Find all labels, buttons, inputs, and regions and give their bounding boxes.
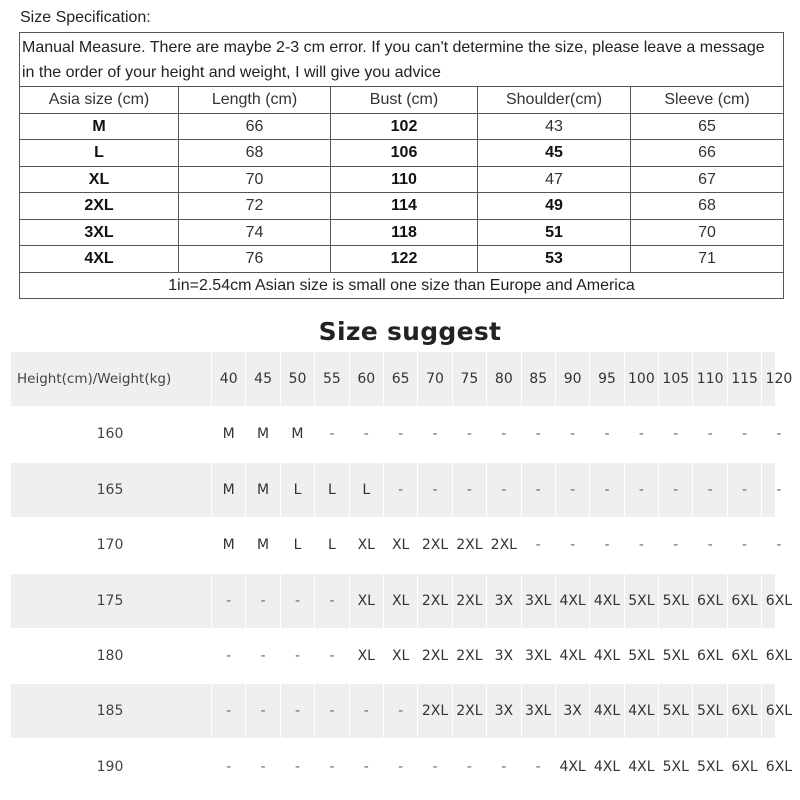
spec-cell: 114 xyxy=(331,193,478,220)
size-cell: - xyxy=(383,740,417,794)
weight-header-cell: 45 xyxy=(245,352,279,406)
size-cell: - xyxy=(280,574,314,628)
spec-cell: 102 xyxy=(331,113,478,140)
suggest-row xyxy=(11,463,782,517)
size-cell: XL xyxy=(349,574,383,628)
size-cell: XL xyxy=(383,574,417,628)
size-cell: XL xyxy=(349,629,383,683)
size-cell: - xyxy=(245,574,279,628)
size-cell: - xyxy=(589,463,623,517)
size-cell: 2XL xyxy=(417,684,451,738)
spec-cell: 3XL xyxy=(20,219,179,246)
suggest-row-cells xyxy=(211,463,796,517)
size-cell: 2XL xyxy=(486,518,520,572)
weight-header-cell: 115 xyxy=(727,352,761,406)
spec-cell: 68 xyxy=(179,140,331,167)
size-cell: - xyxy=(280,740,314,794)
size-cell: 5XL xyxy=(658,629,692,683)
size-cell: 6XL xyxy=(761,740,795,794)
suggest-header-row xyxy=(11,352,793,406)
size-cell: - xyxy=(452,463,486,517)
size-suggest-title: Size suggest xyxy=(318,317,502,346)
size-cell: - xyxy=(555,407,589,461)
size-cell: - xyxy=(521,518,555,572)
size-cell: 6XL xyxy=(727,574,761,628)
size-cell: - xyxy=(692,463,726,517)
suggest-row-cells xyxy=(211,518,796,572)
spec-cell: 4XL xyxy=(20,246,179,273)
spec-cell: 45 xyxy=(478,140,631,167)
size-cell: - xyxy=(383,463,417,517)
size-cell: 2XL xyxy=(417,518,451,572)
spec-cell: 66 xyxy=(631,140,784,167)
spec-cell: 68 xyxy=(631,193,784,220)
spec-cell: 72 xyxy=(179,193,331,220)
spec-heading: Size Specification: xyxy=(20,9,151,26)
weight-header-cell: 40 xyxy=(211,352,245,406)
size-cell: - xyxy=(658,407,692,461)
size-cell: - xyxy=(280,629,314,683)
weight-header-cell: 85 xyxy=(521,352,555,406)
size-cell: - xyxy=(245,629,279,683)
size-cell: - xyxy=(417,740,451,794)
size-cell: - xyxy=(452,740,486,794)
spec-cell: 49 xyxy=(478,193,631,220)
spec-cell: M xyxy=(20,113,179,140)
size-cell: 2XL xyxy=(452,684,486,738)
size-cell: 3X xyxy=(486,684,520,738)
size-cell: - xyxy=(417,463,451,517)
size-cell: M xyxy=(245,407,279,461)
spec-row xyxy=(20,166,784,193)
spec-row xyxy=(20,246,784,273)
weight-header-cell: 90 xyxy=(555,352,589,406)
height-label: 160 xyxy=(96,426,124,443)
size-cell: 2XL xyxy=(417,574,451,628)
size-cell: 6XL xyxy=(761,684,795,738)
size-cell: L xyxy=(280,463,314,517)
size-cell: 4XL xyxy=(624,740,658,794)
suggest-row-cells xyxy=(211,574,796,628)
size-cell: - xyxy=(245,740,279,794)
size-suggest-grid xyxy=(11,352,793,795)
size-cell: - xyxy=(521,740,555,794)
size-cell: M xyxy=(211,407,245,461)
spec-notice: Manual Measure. There are maybe 2-3 cm error. If you can't determine the size, please leave a message in the order of your height and weight, I will give you advice xyxy=(20,33,784,87)
spec-row xyxy=(20,113,784,140)
spec-header-cell: Shoulder(cm) xyxy=(478,87,631,114)
spec-cell: L xyxy=(20,140,179,167)
size-cell: L xyxy=(314,463,348,517)
size-cell: 6XL xyxy=(761,574,795,628)
size-cell: 5XL xyxy=(692,684,726,738)
weight-header-cell: 110 xyxy=(692,352,726,406)
size-cell: - xyxy=(692,518,726,572)
spec-notice-row xyxy=(20,33,784,87)
size-cell: - xyxy=(314,684,348,738)
size-cell: 2XL xyxy=(417,629,451,683)
spec-header-cell: Bust (cm) xyxy=(331,87,478,114)
size-cell: - xyxy=(314,574,348,628)
height-label: 185 xyxy=(96,703,124,720)
size-cell: 4XL xyxy=(624,684,658,738)
suggest-row xyxy=(11,684,793,738)
spec-header-cell: Length (cm) xyxy=(179,87,331,114)
size-cell: - xyxy=(280,684,314,738)
size-cell: 3XL xyxy=(521,629,555,683)
size-cell: M xyxy=(245,463,279,517)
size-cell: - xyxy=(555,463,589,517)
size-cell: - xyxy=(486,407,520,461)
size-cell: - xyxy=(658,463,692,517)
size-cell: - xyxy=(349,407,383,461)
spec-table xyxy=(19,32,784,299)
size-cell: - xyxy=(589,407,623,461)
size-cell: 6XL xyxy=(692,574,726,628)
size-cell: 4XL xyxy=(555,629,589,683)
size-cell: - xyxy=(314,740,348,794)
spec-cell: 118 xyxy=(331,219,478,246)
weight-header-cell: 80 xyxy=(486,352,520,406)
size-cell: XL xyxy=(383,518,417,572)
spec-footer-row xyxy=(20,272,784,299)
size-cell: - xyxy=(624,518,658,572)
spec-cell: 2XL xyxy=(20,193,179,220)
size-cell: - xyxy=(727,518,761,572)
size-cell: - xyxy=(589,518,623,572)
height-label: 165 xyxy=(96,481,124,498)
size-cell: - xyxy=(624,463,658,517)
size-cell: 6XL xyxy=(727,740,761,794)
size-cell: - xyxy=(383,407,417,461)
size-cell: 5XL xyxy=(692,740,726,794)
spec-header-cell: Sleeve (cm) xyxy=(631,87,784,114)
corner-label: Height(cm)/Weight(kg) xyxy=(17,371,172,387)
size-cell: 5XL xyxy=(658,574,692,628)
size-cell: - xyxy=(486,740,520,794)
suggest-row-cells xyxy=(211,629,796,683)
weight-header-cell: 105 xyxy=(658,352,692,406)
size-cell: - xyxy=(417,407,451,461)
size-cell: - xyxy=(245,684,279,738)
spec-cell: XL xyxy=(20,166,179,193)
size-cell: 4XL xyxy=(589,740,623,794)
size-cell: 6XL xyxy=(727,684,761,738)
size-cell: 3X xyxy=(486,629,520,683)
size-cell: 5XL xyxy=(658,740,692,794)
size-cell: L xyxy=(280,518,314,572)
spec-cell: 67 xyxy=(631,166,784,193)
size-cell: 3X xyxy=(486,574,520,628)
size-cell: 3X xyxy=(555,684,589,738)
size-cell: 2XL xyxy=(452,629,486,683)
spec-cell: 106 xyxy=(331,140,478,167)
spec-row xyxy=(20,140,784,167)
spec-row xyxy=(20,193,784,220)
suggest-row xyxy=(11,574,793,628)
size-cell: - xyxy=(658,518,692,572)
height-label: 180 xyxy=(96,647,124,664)
weight-header-cell: 95 xyxy=(589,352,623,406)
size-cell: 6XL xyxy=(692,629,726,683)
size-cell: 2XL xyxy=(452,574,486,628)
suggest-row xyxy=(11,740,793,794)
suggest-row xyxy=(11,629,793,683)
size-cell: 4XL xyxy=(589,629,623,683)
size-cell: 6XL xyxy=(761,629,795,683)
suggest-row-cells xyxy=(211,684,796,738)
spec-header-row xyxy=(20,87,784,114)
size-cell: - xyxy=(486,463,520,517)
weight-header-cells xyxy=(211,352,796,406)
spec-cell: 74 xyxy=(179,219,331,246)
weight-header-cell: 70 xyxy=(417,352,451,406)
size-cell: XL xyxy=(383,629,417,683)
size-cell: - xyxy=(349,740,383,794)
spec-footer: 1in=2.54cm Asian size is small one size than Europe and America xyxy=(20,272,784,299)
size-cell: - xyxy=(521,407,555,461)
size-cell: 4XL xyxy=(555,574,589,628)
size-cell: - xyxy=(761,518,795,572)
size-cell: - xyxy=(211,684,245,738)
spec-cell: 43 xyxy=(478,113,631,140)
size-cell: - xyxy=(349,684,383,738)
suggest-row-cells xyxy=(211,407,796,461)
weight-header-cell: 120 xyxy=(761,352,795,406)
spec-cell: 65 xyxy=(631,113,784,140)
height-label: 175 xyxy=(96,592,124,609)
size-cell: - xyxy=(314,407,348,461)
size-cell: 4XL xyxy=(589,684,623,738)
spec-cell: 110 xyxy=(331,166,478,193)
size-cell: 6XL xyxy=(727,629,761,683)
size-cell: - xyxy=(211,574,245,628)
size-cell: - xyxy=(211,740,245,794)
size-cell: 3XL xyxy=(521,574,555,628)
size-cell: 5XL xyxy=(658,684,692,738)
weight-header-cell: 65 xyxy=(383,352,417,406)
spec-cell: 122 xyxy=(331,246,478,273)
size-cell: - xyxy=(727,463,761,517)
spec-cell: 71 xyxy=(631,246,784,273)
size-cell: XL xyxy=(349,518,383,572)
size-cell: - xyxy=(314,629,348,683)
size-cell: L xyxy=(349,463,383,517)
weight-header-cell: 75 xyxy=(452,352,486,406)
height-label: 170 xyxy=(96,537,124,554)
size-cell: 2XL xyxy=(452,518,486,572)
size-cell: - xyxy=(624,407,658,461)
size-cell: 4XL xyxy=(589,574,623,628)
spec-row xyxy=(20,219,784,246)
suggest-row xyxy=(11,407,782,461)
size-cell: - xyxy=(452,407,486,461)
size-cell: - xyxy=(761,407,795,461)
weight-header-cell: 50 xyxy=(280,352,314,406)
suggest-row-cells xyxy=(211,740,796,794)
size-cell: 5XL xyxy=(624,629,658,683)
size-cell: - xyxy=(521,463,555,517)
spec-cell: 76 xyxy=(179,246,331,273)
suggest-row xyxy=(11,518,782,572)
size-cell: - xyxy=(211,629,245,683)
spec-cell: 66 xyxy=(179,113,331,140)
spec-cell: 70 xyxy=(631,219,784,246)
weight-header-cell: 60 xyxy=(349,352,383,406)
size-cell: - xyxy=(692,407,726,461)
size-cell: - xyxy=(383,684,417,738)
size-cell: - xyxy=(727,407,761,461)
size-cell: 5XL xyxy=(624,574,658,628)
height-label: 190 xyxy=(96,758,124,775)
weight-header-cell: 100 xyxy=(624,352,658,406)
spec-cell: 70 xyxy=(179,166,331,193)
size-cell: L xyxy=(314,518,348,572)
size-cell: 3XL xyxy=(521,684,555,738)
size-cell: M xyxy=(211,463,245,517)
spec-cell: 53 xyxy=(478,246,631,273)
size-cell: M xyxy=(280,407,314,461)
spec-cell: 47 xyxy=(478,166,631,193)
size-cell: M xyxy=(245,518,279,572)
size-cell: M xyxy=(211,518,245,572)
weight-header-cell: 55 xyxy=(314,352,348,406)
spec-header-cell: Asia size (cm) xyxy=(20,87,179,114)
size-cell: - xyxy=(761,463,795,517)
size-cell: - xyxy=(555,518,589,572)
size-cell: 4XL xyxy=(555,740,589,794)
spec-cell: 51 xyxy=(478,219,631,246)
